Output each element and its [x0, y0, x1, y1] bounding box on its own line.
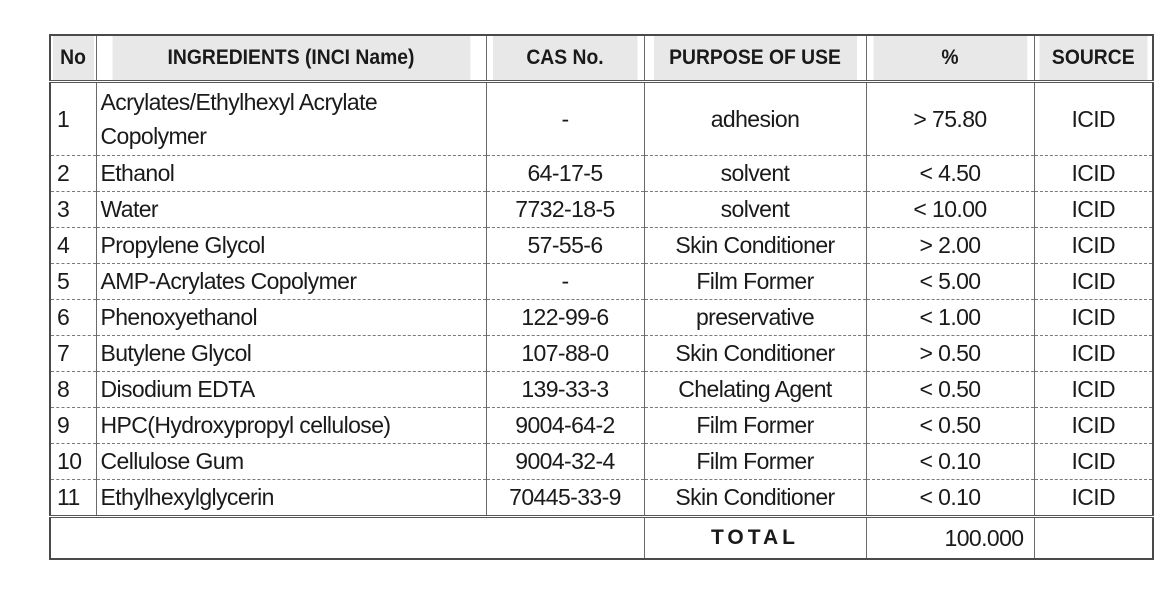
cell-no: 6	[50, 300, 96, 336]
header-cas: CAS No.	[492, 35, 637, 82]
header-purpose: PURPOSE OF USE	[653, 35, 857, 82]
table-row	[50, 300, 1153, 336]
table-body	[50, 82, 1153, 560]
table-row	[50, 372, 1153, 408]
table-row	[50, 192, 1153, 228]
cell-ingredient: Ethanol	[96, 156, 486, 192]
cell-source: ICID	[1034, 156, 1153, 192]
cell-source: ICID	[1034, 372, 1153, 408]
cell-no: 2	[50, 156, 96, 192]
cell-percent: > 2.00	[866, 228, 1034, 264]
table-row	[50, 156, 1153, 192]
cell-percent: > 75.80	[866, 82, 1034, 156]
cell-purpose: Skin Conditioner	[644, 228, 866, 264]
cell-percent: > 0.50	[866, 336, 1034, 372]
cell-ingredient: Cellulose Gum	[96, 444, 486, 480]
cell-source: ICID	[1034, 300, 1153, 336]
cell-cas: 64-17-5	[486, 156, 644, 192]
header-percent: %	[873, 35, 1028, 82]
cell-purpose: Skin Conditioner	[644, 480, 866, 517]
table-row	[50, 228, 1153, 264]
total-value: 100.000	[866, 517, 1034, 560]
cell-no: 3	[50, 192, 96, 228]
table-header	[50, 35, 1153, 82]
cell-percent: < 0.10	[866, 444, 1034, 480]
cell-purpose: Film Former	[644, 444, 866, 480]
cell-source: ICID	[1034, 82, 1153, 156]
header-source: SOURCE	[1039, 35, 1148, 82]
cell-cas: 70445-33-9	[486, 480, 644, 517]
cell-cas: 107-88-0	[486, 336, 644, 372]
cell-percent: < 0.10	[866, 480, 1034, 517]
cell-cas: 7732-18-5	[486, 192, 644, 228]
cell-no: 10	[50, 444, 96, 480]
ingredients-table	[49, 34, 1154, 560]
cell-ingredient: Propylene Glycol	[96, 228, 486, 264]
table-row	[50, 444, 1153, 480]
cell-ingredient: Ethylhexylglycerin	[96, 480, 486, 517]
cell-no: 7	[50, 336, 96, 372]
cell-source: ICID	[1034, 408, 1153, 444]
cell-percent: < 10.00	[866, 192, 1034, 228]
cell-cas: -	[486, 82, 644, 156]
total-source-blank	[1034, 517, 1153, 560]
cell-no: 8	[50, 372, 96, 408]
total-row	[50, 517, 1153, 560]
cell-percent: < 0.50	[866, 372, 1034, 408]
cell-no: 9	[50, 408, 96, 444]
cell-purpose: Film Former	[644, 408, 866, 444]
cell-purpose: Film Former	[644, 264, 866, 300]
cell-purpose: Chelating Agent	[644, 372, 866, 408]
cell-purpose: Skin Conditioner	[644, 336, 866, 372]
cell-no: 1	[50, 82, 96, 156]
cell-percent: < 1.00	[866, 300, 1034, 336]
cell-source: ICID	[1034, 192, 1153, 228]
cell-source: ICID	[1034, 480, 1153, 517]
table-row	[50, 82, 1153, 156]
cell-percent: < 5.00	[866, 264, 1034, 300]
table-row	[50, 480, 1153, 517]
cell-no: 11	[50, 480, 96, 517]
cell-ingredient: Phenoxyethanol	[96, 300, 486, 336]
total-label: TOTAL	[644, 517, 866, 560]
header-ingredients: INGREDIENTS (INCI Name)	[112, 35, 471, 82]
cell-ingredient: Acrylates/Ethylhexyl Acrylate Copolymer	[96, 82, 486, 156]
cell-cas: 9004-32-4	[486, 444, 644, 480]
cell-no: 4	[50, 228, 96, 264]
cell-ingredient: Butylene Glycol	[96, 336, 486, 372]
cell-ingredient: AMP-Acrylates Copolymer	[96, 264, 486, 300]
cell-cas: 122-99-6	[486, 300, 644, 336]
header-row	[50, 35, 1153, 82]
cell-ingredient: Disodium EDTA	[96, 372, 486, 408]
cell-source: ICID	[1034, 228, 1153, 264]
cell-source: ICID	[1034, 444, 1153, 480]
cell-percent: < 4.50	[866, 156, 1034, 192]
cell-source: ICID	[1034, 264, 1153, 300]
cell-source: ICID	[1034, 336, 1153, 372]
cell-percent: < 0.50	[866, 408, 1034, 444]
total-blank-cell	[50, 517, 644, 560]
cell-cas: 139-33-3	[486, 372, 644, 408]
cell-purpose: adhesion	[644, 82, 866, 156]
table-row	[50, 336, 1153, 372]
cell-ingredient: Water	[96, 192, 486, 228]
cell-purpose: solvent	[644, 156, 866, 192]
cell-cas: 57-55-6	[486, 228, 644, 264]
cell-ingredient: HPC(Hydroxypropyl cellulose)	[96, 408, 486, 444]
cell-no: 5	[50, 264, 96, 300]
header-no: No	[52, 35, 94, 82]
table-row	[50, 264, 1153, 300]
cell-purpose: preservative	[644, 300, 866, 336]
cell-cas: -	[486, 264, 644, 300]
table-row	[50, 408, 1153, 444]
cell-purpose: solvent	[644, 192, 866, 228]
cell-cas: 9004-64-2	[486, 408, 644, 444]
